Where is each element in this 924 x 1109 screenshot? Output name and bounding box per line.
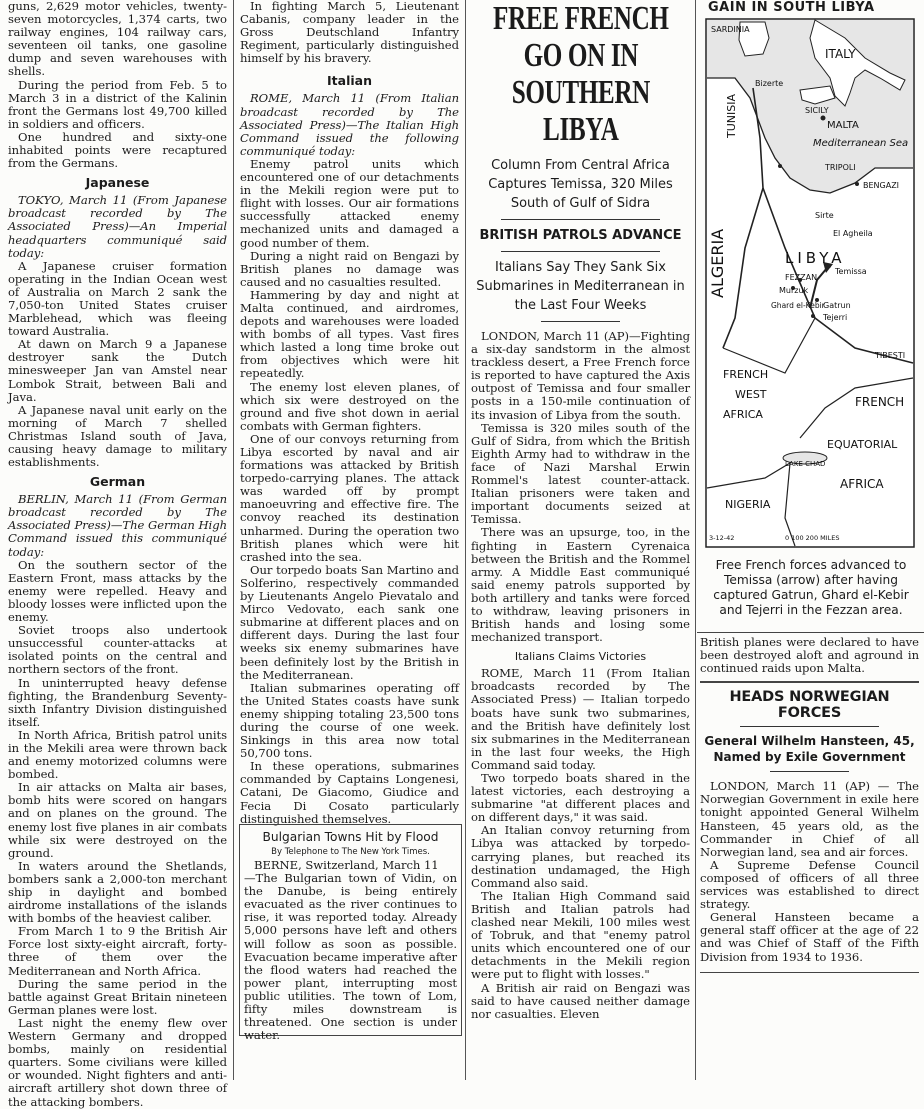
map-label: SARDINIA (711, 25, 750, 34)
bulgaria-flood-box (239, 824, 462, 1043)
column-3 (471, 0, 690, 1080)
bulgaria-dateline: BERNE, Switzerland, March 11 (254, 858, 439, 872)
article-text: Soviet troops also undertook unsuccessful counter-attacks at isolated points on the central and northern sectors of the front. (8, 623, 227, 677)
article-text: One of our convoys returning from Libya escorted by naval and air formations was attacked by British torpedo-carrying planes. The attack was warded off by prompt manoeuvring and effective fire. The convoy reached its destination unharmed. During the operation two British planes which were hit crashed into the sea. (240, 431, 459, 564)
headline-deck: Italians Say They Sank Six Submarines in Mediterranean in the Last Four Weeks (476, 260, 685, 313)
article-text: In fighting March 5, Lieutenant Cabanis, company leader in the Gross Deutschland Infantry Regiment, particularly distinguished himself by his bravery. (240, 0, 459, 66)
article-text: British planes were declared to have been destroyed aloft and aground in continued raids upon Malta. (700, 635, 919, 676)
article-text: LONDON, March 11 (AP)—Fighting a six-day sandstorm in the almost trackless desert, a Free French force is reported to have captured the Axis outpost of Temissa and four smaller posts in a 150-mile continuation of its invasion of Libya from the south. (471, 329, 690, 422)
article-text: Hammering by day and night at Malta continued, and airdromes, depots and warehouses were loaded with bombs of all types. Vast fires which lasted a long time broke out from objectives which were hit repeatedly. (240, 287, 459, 381)
map-label: Mediterranean Sea (813, 138, 909, 149)
section-heading-german: German (89, 474, 146, 490)
divider (770, 771, 849, 772)
divider (700, 972, 919, 973)
headline-deck: Column From Central Africa Captures Temissa, 320 Miles South of Gulf of Sidra (488, 158, 673, 211)
article-text: From March 1 to 9 the British Air Force lost sixty-eight aircraft, forty-three of them over the Mediterranean and North Africa. (8, 924, 227, 978)
article-text: There was an upsurge, too, in the fighting in Eastern Cyrenaica between the British and the Rommel army. A Middle East communiqué said enemy patrols supported by both artillery and tanks were forced to withdraw, leaving prisoners in British hands and losing some mechanized transport. (471, 525, 690, 645)
map-label: TRIPOLI (825, 163, 856, 172)
article-text: A Japanese naval unit early on the morning of March 7 shelled Christmas Island south of Java, causing heavy damage to military establishments. (8, 402, 227, 470)
map-label: Gatrun (823, 301, 851, 310)
article-text: In air attacks on Malta air bases, bomb hits were scored on hangars and on planes on the ground. The enemy lost five planes in air combats while six were destroyed on the ground. (8, 780, 227, 860)
map-label: 3-12-42 (709, 534, 735, 542)
bulgaria-headline: Bulgarian Towns Hit by Flood (262, 830, 439, 844)
map-label: WEST (735, 388, 767, 401)
article-text: A Japanese cruiser formation operating in the Indian Ocean west of Australia on March 2 sank the 7,050-ton United States cruiser Marblehead, which was fleeing toward Australia. (8, 258, 227, 339)
article-dateline: TOKYO, March 11 (From Japanese broadcast recorded by The Associated Press)—An Imperial headquarters communiqué said today: (8, 193, 227, 260)
article-text: One hundred and sixty-one inhabited points were recaptured from the Germans. (8, 129, 227, 171)
map-label: MALTA (827, 120, 859, 131)
article-text: —The Bulgarian town of Vidin, on the Danube, is being entirely evacuated as the river continues to rise, it was reported today. Already 5,000 persons have left and others will follow as soon as possible. Evacuation became imperative after the flood waters had reached the power plant, interrupting most public utilities. The town of Lom, fifty miles downstream is threatened. One section is under water. (244, 871, 457, 1043)
article-text: A Supreme Defense Council composed of officers of all three services was established to direct strategy. (700, 857, 919, 912)
article-text: During a night raid on Bengazi by British planes no damage was caused and no casualties resulted. (240, 248, 459, 289)
column-rule (695, 0, 696, 1080)
article-text: In North Africa, British patrol units in the Mekili area were thrown back and enemy motorized columns were bombed. (8, 727, 227, 782)
map-label: EQUATORIAL (827, 438, 898, 451)
article-text: At dawn on March 9 a Japanese destroyer sank the Dutch minesweeper Jan van Amstel near Lombok Strait, between Bali and Java. (8, 337, 227, 404)
map-scale: 0 100 200 MILES (785, 534, 840, 542)
article-text: During the period from Feb. 5 to March 3 in a district of the Kalinin front the Germans lost 49,700 killed in soldiers and officers. (8, 77, 227, 131)
divider (700, 681, 919, 683)
map-label: BENGAZI (863, 181, 900, 190)
map-label: FRENCH (723, 368, 769, 381)
main-headline: FREE FRENCH GO ON IN SOUTHERN LIBYA (492, 0, 669, 148)
column-1 (8, 0, 227, 1109)
article-text: General Hansteen became a general staff officer at the age of 22 and was Chief of Staff of the Fifth Division from 1934 to 1936. (700, 910, 919, 964)
map-label: ITALY (825, 47, 856, 61)
divider (541, 321, 620, 322)
article-dateline: ROME, March 11 (From Italian broadcast recorded by The Associated Press)—The Italian High Command issued the following communiqué today: (240, 91, 459, 158)
column-rule (233, 0, 234, 1080)
article-text: Enemy patrol units which encountered one of our detachments in the Mekili region were put to flight with losses. Our air formations successfully attacked enemy mechanized units and damaged a good number of them. (240, 156, 459, 250)
article-text: Temissa is 320 miles south of the Gulf of Sidra, from which the British Eighth Army had to withdraw in the face of Nazi Marshal Erwin Rommel's latest counter-attack. Italian prisoners were taken and important documents seized at Temissa. (471, 420, 690, 527)
article-text: An Italian convoy returning from Libya was attacked by torpedo-carrying planes, but reached its destination undamaged, the High Command also said. (471, 823, 690, 890)
norway-headline: HEADS NORWEGIAN FORCES (729, 689, 890, 722)
divider (740, 726, 879, 727)
column-rule (465, 0, 466, 1080)
map-label: FEZZAN (785, 273, 818, 282)
map-label: Sirte (815, 211, 834, 220)
article-text: Two torpedo boats shared in the latest victories, each destroying a submarine "at different places and on different days," it was said. (471, 771, 690, 825)
article-text: Last night the enemy flew over Western Germany and dropped bombs, mainly on residential quarters. Some civilians were killed or wounded. Night fighters and anti-aircraft artillery shot down three of the attacking bombers. (8, 1015, 227, 1109)
divider (501, 251, 660, 252)
map-label: ALGERIA (708, 228, 727, 298)
map-label: NIGERIA (725, 498, 771, 511)
article-text: In waters around the Shetlands, bombers sank a 2,000-ton merchant ship in daylight and bombed airdrome installations of the islands with bombs of the heaviest caliber. (8, 858, 227, 926)
map-label: TIBESTI (875, 351, 906, 360)
article-dateline: BERLIN, March 11 (From German broadcast recorded by The Associated Press)—The German High Command issued this communiqué today: (8, 492, 227, 559)
headline-deck: BRITISH PATROLS ADVANCE (479, 228, 682, 243)
map-label: SICILY (805, 106, 829, 115)
map-label: LAKE CHAD (785, 460, 826, 468)
article-text: During the same period in the battle against Great Britain nineteen German planes were lost. (8, 976, 227, 1017)
libya-map (705, 18, 915, 548)
divider (501, 219, 660, 220)
map-label: FRENCH (855, 395, 905, 409)
section-heading-italian: Italian (327, 73, 372, 89)
article-text: The Italian High Command said British and Italian patrols had clashed near Mekili, 100 miles west of Tobruk, and that "enemy patrol units which encountered one of our detachments in the Mekili region were put to flight with losses." (471, 888, 690, 982)
norway-deck: General Wilhelm Hansteen, 45, Named by Exile Government (704, 734, 915, 765)
article-text: LONDON, March 11 (AP) — The Norwegian Government in exile here tonight appointed General Wilhelm Hansteen, 45 years old, as the Commander in Chief of all Norwegian land, sea and air forces. (700, 779, 919, 859)
map-label: TUNISIA (725, 94, 738, 138)
article-text: In these operations, submarines commanded by Captains Longenesi, Catani, De Giacomo, Giudice and Fecia Di Cosato particularly distinguished themselves. (240, 759, 459, 826)
article-text: The enemy lost eleven planes, of which six were destroyed on the ground and five shot down in aerial combats with German fighters. (240, 379, 459, 433)
section-heading-italians-claim: Italians Claims Victories (514, 650, 647, 664)
map-caption: Free French forces advanced to Temissa (arrow) after having captured Gatrun, Ghard el-Kebir and Tejerri in the Fezzan area. (713, 558, 909, 617)
article-text: Italian submarines operating off the United States coasts have sunk enemy shipping totaling 23,500 tons during the course of one week. Sinkings in this area now total 50,700 tons. (240, 680, 459, 761)
map-label: El Agheila (833, 229, 873, 238)
article-text: Our torpedo boats San Martino and Solferino, respectively commanded by Lieutenants Angelo Pievatalo and Mirco Vedovato, each sank one submarine at different places and on different days. During the last four weeks six enemy submarines have been definitely lost by the British in the Mediterranean. (240, 562, 459, 682)
map-label: Temissa (835, 267, 867, 276)
column-2 (240, 0, 459, 826)
map-label: AFRICA (723, 408, 763, 421)
bulgaria-byline: By Telephone to The New York Times. (271, 847, 430, 857)
section-heading-japanese: Japanese (85, 175, 150, 191)
map-title: GAIN IN SOUTH LIBYA (708, 0, 875, 15)
map-label: Murzuk (779, 286, 809, 295)
article-text: guns, 2,629 motor vehicles, twenty-seven motorcycles, 1,374 carts, two railway engines, 104 railway cars, seventeen oil tanks, one gasoline dump and seven warehouses with shells. (8, 0, 227, 79)
article-text: On the southern sector of the Eastern Front, mass attacks by the enemy were repelled. Heavy and bloody losses were inflicted upon the enemy. (8, 557, 227, 625)
map-label: LIBYA (785, 249, 846, 267)
article-text: ROME, March 11 (From Italian broadcasts recorded by The Associated Press) — Italian torpedo boats have sunk two submarines, and the British have definitely lost six submarines in the Mediterranean in the last four weeks, the High Command said today. (471, 666, 690, 772)
map-label: AFRICA (840, 477, 884, 491)
divider (697, 632, 924, 633)
map-label: Tejerri (823, 313, 848, 322)
article-text: In uninterrupted heavy defense fighting, the Brandenburg Seventy-sixth Infantry Division distinguished itself. (8, 675, 227, 729)
map-label: Ghard el-Kebir (771, 301, 825, 310)
article-text: A British air raid on Bengazi was said to have caused neither damage nor casualties. Eleven (471, 980, 690, 1021)
map-label: Bizerte (755, 79, 784, 88)
column-4-lower (700, 636, 919, 1080)
